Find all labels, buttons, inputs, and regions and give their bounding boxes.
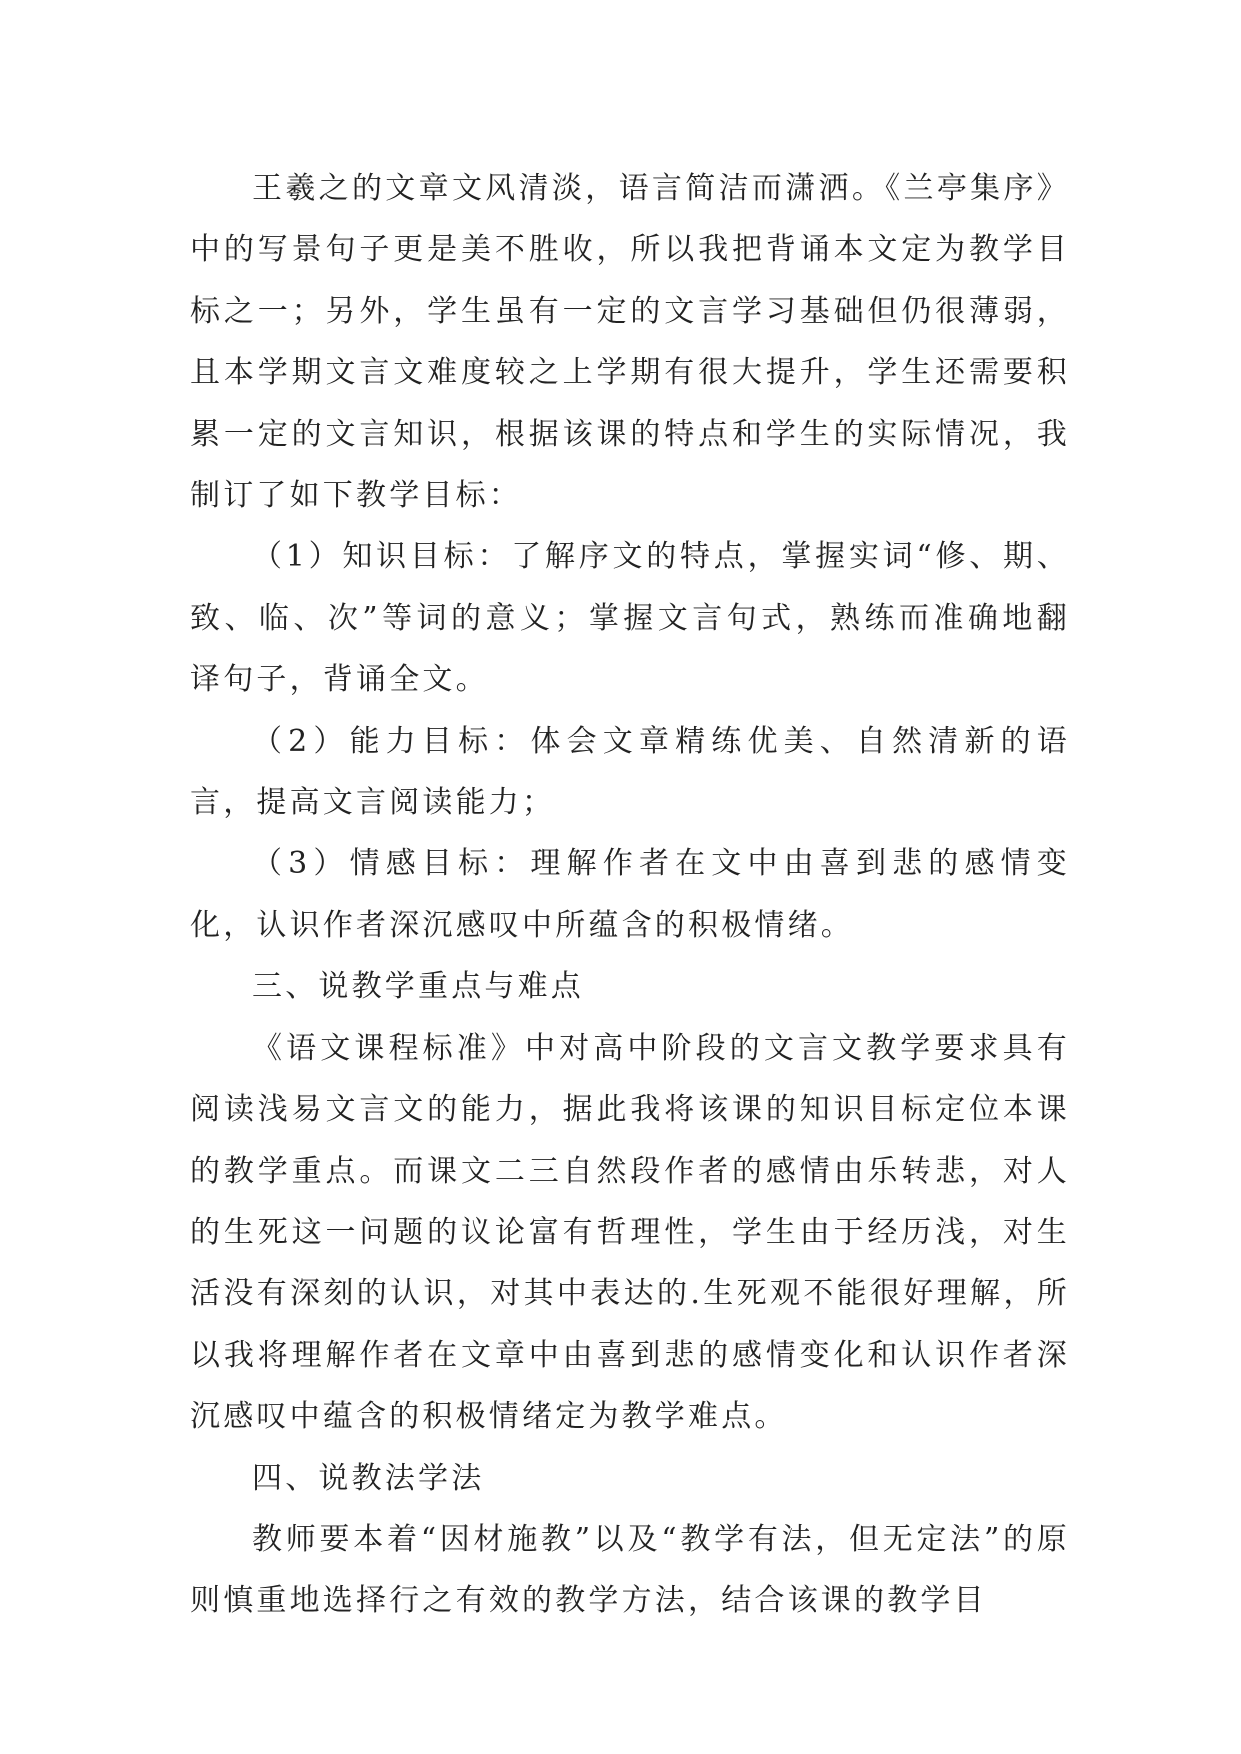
paragraph-methods: 教师要本着“因材施教”以及“教学有法，但无定法”的原则慎重地选择行之有效的教学方法，结合该课的教学目: [190, 1521, 1071, 1619]
paragraph-ability-goal: （2）能力目标：体会文章精练优美、自然清新的语言，提高文言阅读能力；: [190, 723, 1070, 821]
paragraph-intro: 王羲之的文章文风清淡，语言简洁而潇洒。《兰亭集序》中的写景句子更是美不胜收，所以我把背诵本文定为教学目标之一；另外，学生虽有一定的文言学习基础但仍很薄弱，且本学期文言文难度较之上学期有很大提升，学生还需要积累一定的文言知识，根据该课的特点和学生的实际情况，我制订了如下教学目标：: [190, 171, 1070, 514]
section-heading-key-points: 三、说教学重点与难点: [252, 969, 584, 1005]
document-body: [190, 158, 1070, 1632]
section-heading-methods: 四、说教法学法: [252, 1460, 485, 1496]
paragraph-knowledge-goal: （1）知识目标：了解序文的特点，掌握实词“修、期、致、临、次”等词的意义；掌握文言句式，熟练而准确地翻译句子，背诵全文。: [190, 539, 1070, 698]
paragraph-key-points: 《语文课程标准》中对高中阶段的文言文教学要求具有阅读浅易文言文的能力，据此我将该课的知识目标定位本课的教学重点。而课文二三自然段作者的感情由乐转悲，对人的生死这一问题的议论富有哲理性，学生由于经历浅，对生活没有深刻的认识，对其中表达的.生死观不能很好理解，所以我将理解作者在文章中由喜到悲的感情变化和认识作者深沉感叹中蕴含的积极情绪定为教学难点。: [190, 1030, 1070, 1435]
paragraph-emotion-goal: （3）情感目标：理解作者在文中由喜到悲的感情变化，认识作者深沉感叹中所蕴含的积极情绪。: [190, 846, 1070, 943]
